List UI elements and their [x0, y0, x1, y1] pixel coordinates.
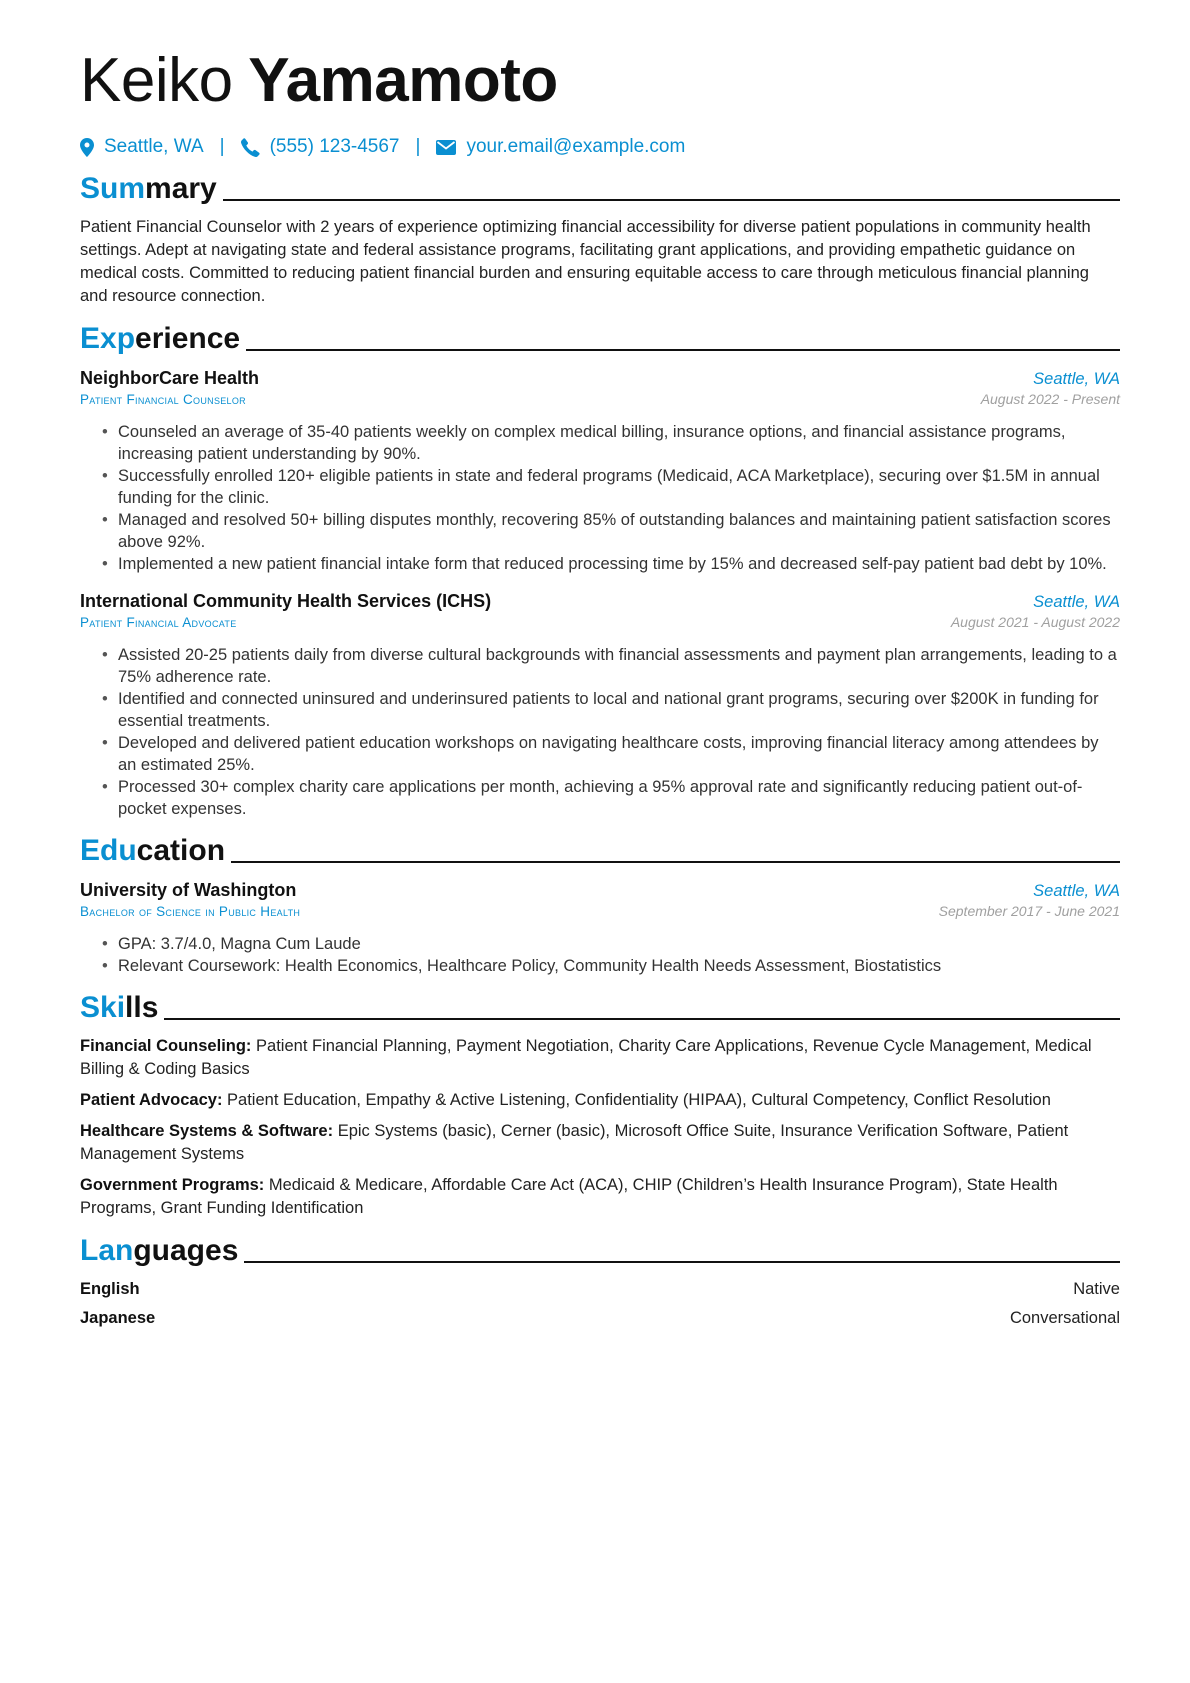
- skill-group: [80, 1035, 1120, 1081]
- bullet-item: • Successfully enrolled 120+ eligible patients in state and federal programs (Medicaid, ACA Marketplace), securing over $1.5M in annual funding for the clinic.: [102, 465, 1120, 509]
- skill-label: Financial Counseling:: [80, 1037, 252, 1055]
- phone-icon: [241, 138, 260, 157]
- language-row: [80, 1309, 1120, 1328]
- contact-location: [80, 136, 204, 158]
- resume-page: [80, 40, 1120, 1328]
- skill-group: [80, 1089, 1120, 1112]
- bullet-item: • Managed and resolved 50+ billing disputes monthly, recovering 85% of outstanding balances and maintaining patient satisfaction scores above 92%.: [102, 509, 1120, 553]
- first-name: Keiko: [80, 46, 233, 115]
- skill-values: Patient Financial Planning, Payment Negotiation, Charity Care Applications, Revenue Cycle Management, Medical Billing & Coding Basics: [80, 1037, 1092, 1078]
- employer-name: International Community Health Services (ICHS): [80, 591, 492, 611]
- entry-location: Seattle, WA: [1033, 370, 1120, 388]
- experience-entry: [80, 591, 1120, 820]
- contact-separator: |: [415, 136, 421, 157]
- contact-email[interactable]: [436, 136, 685, 158]
- section-divider: [231, 861, 1120, 863]
- email-text: your.email@example.com: [466, 136, 686, 157]
- last-name: Yamamoto: [248, 46, 558, 115]
- job-title: Patient Financial Advocate: [80, 615, 237, 630]
- skill-values: Patient Education, Empathy & Active Listening, Confidentiality (HIPAA), Cultural Competency, Conflict Resolution: [227, 1091, 1051, 1109]
- bullet-list: [80, 933, 1120, 977]
- envelope-icon: [436, 140, 456, 155]
- school-name: University of Washington: [80, 880, 297, 900]
- experience-entry: [80, 368, 1120, 575]
- skills-heading: Skills: [80, 989, 1120, 1027]
- summary-text: Patient Financial Counselor with 2 years of experience optimizing financial accessibility for diverse patient populations in community health settings. Adept at navigating state and federal assistance programs, facilitating grant applications, and providing empathetic guidance on medical costs. Committed to reducing patient financial burden and ensuring equitable access to care through meticulous financial planning and resource connection.: [80, 218, 1091, 305]
- experience-heading: Experience: [80, 320, 1120, 358]
- entry-location: Seattle, WA: [1033, 882, 1120, 900]
- entry-location: Seattle, WA: [1033, 593, 1120, 611]
- bullet-item: • Assisted 20-25 patients daily from diverse cultural backgrounds with financial assessments and payment plan arrangements, leading to a 75% adherence rate.: [102, 644, 1120, 688]
- bullet-item: • Implemented a new patient financial intake form that reduced processing time by 15% and decreased self-pay patient bad debt by 10%.: [102, 553, 1120, 575]
- entry-dates: August 2021 - August 2022: [950, 614, 1120, 630]
- bullet-list: [80, 421, 1120, 575]
- entry-dates: September 2017 - June 2021: [938, 903, 1120, 919]
- language-level: Conversational: [1009, 1309, 1120, 1327]
- map-pin-icon: [80, 138, 94, 157]
- contact-phone[interactable]: [241, 136, 400, 158]
- job-title: Patient Financial Counselor: [80, 392, 246, 407]
- skill-label: Healthcare Systems & Software:: [80, 1122, 334, 1140]
- section-divider: [164, 1018, 1120, 1020]
- bullet-item: • Counseled an average of 35-40 patients weekly on complex medical billing, insurance options, and financial assistance programs, increasing patient understanding by 90%.: [102, 421, 1120, 465]
- employer-name: NeighborCare Health: [80, 368, 260, 388]
- language-row: [80, 1280, 1120, 1299]
- language-level: Native: [1073, 1280, 1120, 1298]
- section-divider: [223, 199, 1120, 201]
- candidate-name: [80, 40, 1120, 122]
- skill-values: Medicaid & Medicare, Affordable Care Act (ACA), CHIP (Children’s Health Insurance Program), State Health Programs, Grant Funding Identification: [80, 1176, 1058, 1217]
- skill-label: Government Programs:: [80, 1176, 265, 1194]
- bullet-item: • Identified and connected uninsured and underinsured patients to local and national grant programs, securing over $200K in funding for essential treatments.: [102, 688, 1120, 732]
- bullet-item: • Developed and delivered patient education workshops on navigating healthcare costs, improving financial literacy among attendees by an estimated 25%.: [102, 732, 1120, 776]
- bullet-list: [80, 644, 1120, 820]
- contact-separator: |: [219, 136, 225, 157]
- skill-group: [80, 1174, 1120, 1220]
- education-entry: [80, 880, 1120, 977]
- education-heading: Education: [80, 832, 1120, 870]
- bullet-item: • Relevant Coursework: Health Economics, Healthcare Policy, Community Health Needs Assessment, Biostatistics: [102, 955, 1120, 977]
- summary-heading: Summary: [80, 170, 1120, 208]
- skill-label: Patient Advocacy:: [80, 1091, 223, 1109]
- section-divider: [246, 349, 1120, 351]
- bullet-item: • Processed 30+ complex charity care applications per month, achieving a 95% approval rate and significantly reducing patient out-of-pocket expenses.: [102, 776, 1120, 820]
- skill-values: Epic Systems (basic), Cerner (basic), Microsoft Office Suite, Insurance Verification Software, Patient Management Systems: [80, 1122, 1069, 1163]
- degree-title: Bachelor of Science in Public Health: [80, 904, 301, 919]
- entry-dates: August 2022 - Present: [980, 391, 1120, 407]
- contact-bar: [80, 136, 1120, 158]
- phone-text: (555) 123-4567: [269, 136, 400, 157]
- language-name: Japanese: [80, 1309, 156, 1327]
- bullet-item: • GPA: 3.7/4.0, Magna Cum Laude: [102, 933, 1120, 955]
- section-divider: [244, 1261, 1120, 1263]
- skill-group: [80, 1120, 1120, 1166]
- languages-heading: Languages: [80, 1232, 1120, 1270]
- location-text: Seattle, WA: [104, 136, 204, 157]
- language-name: English: [80, 1280, 140, 1298]
